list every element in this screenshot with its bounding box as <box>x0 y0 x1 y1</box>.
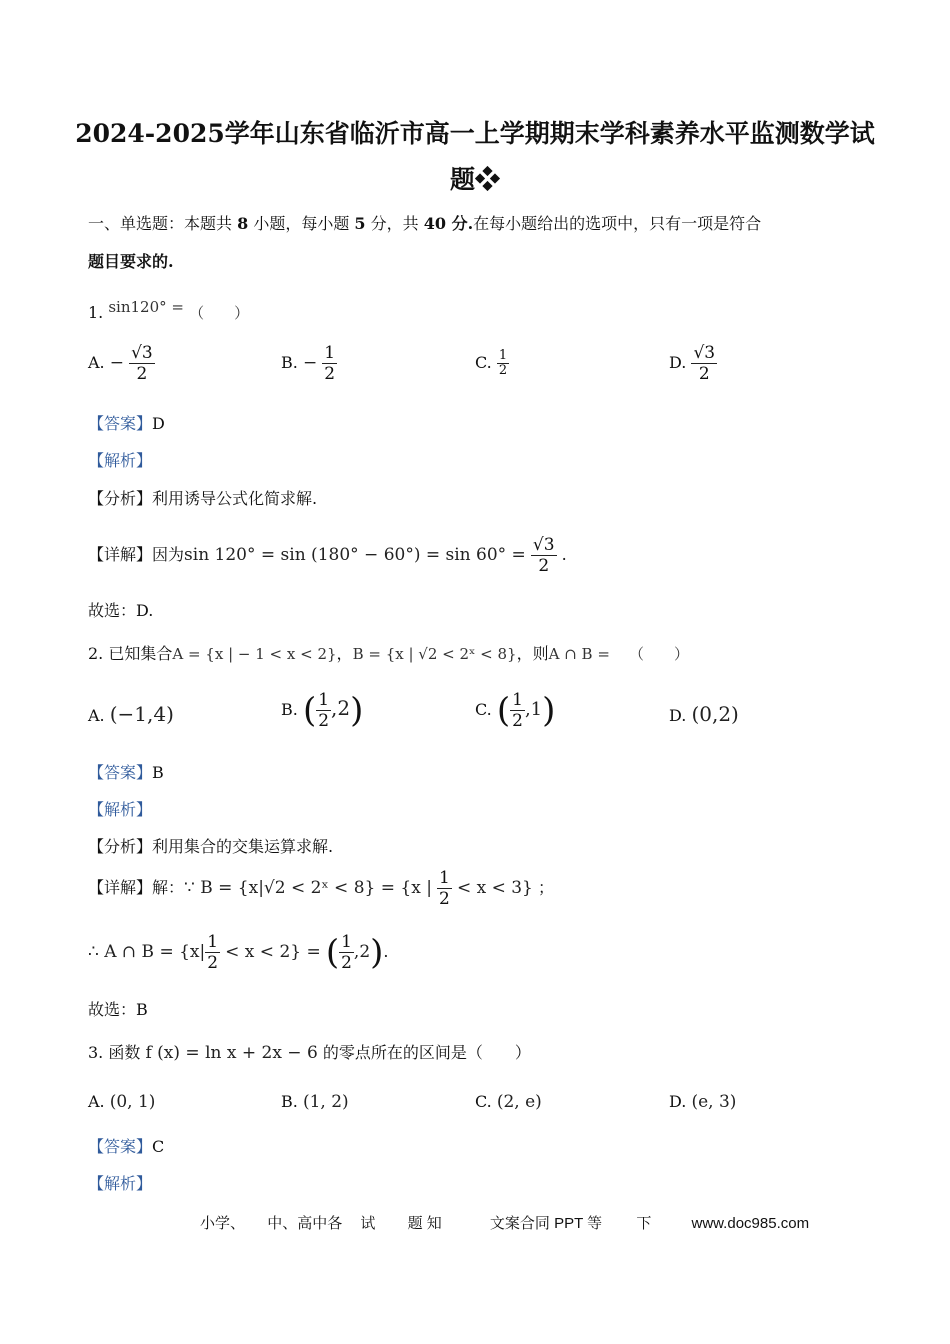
denominator: 2 <box>136 364 148 384</box>
numerator: √3 <box>693 343 716 363</box>
option-value: ,2 <box>331 696 351 720</box>
option-label: D. <box>669 353 687 372</box>
q1-answer <box>88 413 165 435</box>
option-value: (2, e) <box>496 1092 542 1112</box>
option-value: (−1,4) <box>109 702 174 726</box>
option-label: D. <box>669 1092 687 1111</box>
right-paren: ) <box>542 690 556 731</box>
section-header <box>88 213 761 235</box>
answer-label: 【答案】 <box>88 763 153 782</box>
period: . <box>561 545 567 564</box>
answer-blank: （ ） <box>189 304 250 322</box>
detail-text: 因为 <box>152 545 185 564</box>
numerator: 1 <box>207 932 219 952</box>
q2-analysis-label: 【解析】 <box>88 800 153 819</box>
set-b-expression: B = {x | √2 < 2ˣ < 8} <box>352 645 517 663</box>
section-text: 一、单选题：本题共 <box>88 214 238 233</box>
intersection-expression: A ∩ B = <box>548 645 610 663</box>
semicolon: ； <box>537 878 554 897</box>
function-expression: f (x) = ln x + 2x − 6 <box>145 1043 318 1063</box>
left-paren: ( <box>325 932 340 973</box>
q2-option-b <box>281 690 363 731</box>
section-count: 8 <box>237 214 249 233</box>
q3-option-d <box>669 1092 736 1112</box>
right-paren: ) <box>350 690 364 731</box>
option-label: B. <box>281 353 298 372</box>
detail-expression: ∵ B = {x|√2 < 2ˣ < 8} = {x | <box>184 878 432 898</box>
fraction <box>531 535 557 576</box>
q3-option-a <box>88 1092 155 1112</box>
minus-sign: − <box>302 353 318 373</box>
answer-label: 【答案】 <box>88 1137 153 1156</box>
denominator: 2 <box>498 363 508 378</box>
footer-text: 下 <box>636 1215 652 1232</box>
footer-text: 试 <box>360 1215 376 1232</box>
q1-option-a <box>88 343 155 384</box>
footer-text: 小学、 <box>200 1215 246 1232</box>
left-paren: ( <box>496 690 511 731</box>
question-number: 2. <box>88 644 104 663</box>
q3-analysis-label: 【解析】 <box>88 1174 153 1193</box>
numerator: 1 <box>498 348 508 363</box>
fraction <box>510 690 525 731</box>
numerator: √3 <box>532 535 555 555</box>
q1-detail <box>88 533 567 577</box>
denominator: 2 <box>324 364 336 384</box>
denominator: 2 <box>538 556 550 576</box>
doc-title-line1: 2024-2025学年山东省临沂市高一上学期期末学科素养水平监测数学试 <box>75 119 875 148</box>
q2-option-d <box>669 702 739 726</box>
right-paren: ) <box>370 932 384 973</box>
section-points: 5 <box>354 214 366 233</box>
section-header-line2: 题目要求的. <box>88 252 174 271</box>
q1-option-b <box>281 343 337 384</box>
doc-title-line2: 题❖ <box>449 165 500 194</box>
section-total: 40 <box>423 214 447 233</box>
question-text: 已知集合 <box>108 644 173 663</box>
fraction <box>691 343 717 384</box>
q3-option-b <box>281 1092 349 1112</box>
option-label: A. <box>88 353 105 372</box>
option-value: (0, 1) <box>109 1092 156 1112</box>
detail-expression: sin 120° = sin (180° − 60°) = sin 60° = <box>184 545 526 565</box>
answer-label: 【答案】 <box>88 414 153 433</box>
denominator: 2 <box>439 889 450 909</box>
fraction <box>129 343 155 384</box>
option-value: (1, 2) <box>302 1092 349 1112</box>
denominator: 2 <box>512 711 523 731</box>
denominator: 2 <box>341 953 352 973</box>
fenxi-text: 利用集合的交集运算求解. <box>152 837 334 856</box>
fenxi-label: 【分析】 <box>88 489 153 508</box>
option-label: D. <box>669 706 687 725</box>
q2-choose: 故选：B <box>88 1000 148 1019</box>
detail-expression: < x < 3} <box>456 878 533 898</box>
question-text: 的零点所在的区间是（ ） <box>322 1043 531 1062</box>
fraction <box>322 343 337 384</box>
minus-sign: − <box>109 353 124 373</box>
q1-analysis-label: 【解析】 <box>88 451 153 470</box>
set-a-expression: A = {x | − 1 < x < 2} <box>172 645 337 663</box>
footer-text: 中、高中各 <box>267 1215 343 1232</box>
option-value: (e, 3) <box>691 1092 737 1112</box>
period: . <box>383 942 389 961</box>
fenxi-label: 【分析】 <box>88 837 153 856</box>
numerator: 1 <box>439 868 450 888</box>
numerator: 1 <box>318 690 330 710</box>
q1-choose: 故选：D. <box>88 601 154 620</box>
option-label: C. <box>475 1092 492 1111</box>
question-text: ，则 <box>516 644 549 663</box>
q2-detail-line2 <box>88 928 389 976</box>
question-text: 函数 <box>108 1043 141 1062</box>
comma: ， <box>336 644 353 663</box>
section-text: 分. <box>446 214 474 233</box>
answer-value: D <box>152 414 165 433</box>
fraction <box>316 690 331 731</box>
section-text: 小题，每小题 <box>248 214 355 233</box>
footer-link[interactable]: www.doc985.com <box>691 1215 810 1232</box>
question-2 <box>88 643 689 665</box>
option-value: (0,2) <box>691 702 739 726</box>
fraction <box>437 868 452 909</box>
q1-fenxi <box>88 488 317 510</box>
q2-option-c <box>475 690 555 731</box>
numerator: 1 <box>341 932 352 952</box>
answer-blank: （ ） <box>629 645 690 663</box>
numerator: √3 <box>131 343 153 363</box>
footer-text: 文案合同 PPT 等 <box>489 1215 603 1232</box>
section-text: 分，共 <box>365 214 424 233</box>
numerator: 1 <box>324 343 336 363</box>
q2-detail <box>88 866 554 910</box>
q1-option-c <box>475 349 509 378</box>
section-text: 在每小题给出的选项中，只有一项是符合 <box>473 214 762 233</box>
q2-option-a <box>88 702 174 726</box>
denominator: 2 <box>698 364 710 384</box>
answer-value: C <box>152 1137 165 1156</box>
question-number: 3. <box>88 1043 104 1062</box>
detail-expression: ∴ A ∩ B = {x| <box>88 942 206 962</box>
fraction <box>497 349 509 378</box>
question-expression: sin120° = <box>108 298 184 316</box>
q2-answer <box>88 762 164 784</box>
detail-expression: ,2 <box>353 942 371 962</box>
fraction <box>205 932 220 973</box>
denominator: 2 <box>318 711 330 731</box>
q2-fenxi <box>88 836 333 858</box>
option-label: B. <box>281 700 298 719</box>
option-label: C. <box>475 353 492 372</box>
question-number: 1. <box>88 303 104 322</box>
option-value: ,1 <box>524 699 543 720</box>
option-label: A. <box>88 1092 105 1111</box>
answer-value: B <box>152 763 164 782</box>
detail-label: 【详解】 <box>88 545 153 564</box>
footer-text: 题 知 <box>407 1215 442 1232</box>
q3-option-c <box>475 1092 542 1112</box>
detail-label: 【详解】 <box>88 878 153 897</box>
q1-option-d <box>669 343 717 384</box>
question-3 <box>88 1042 531 1064</box>
left-paren: ( <box>302 690 317 731</box>
detail-expression: < x < 2} = <box>225 942 321 962</box>
fraction <box>339 932 354 973</box>
page-footer <box>200 1212 809 1233</box>
option-label: C. <box>475 700 492 719</box>
fenxi-text: 利用诱导公式化简求解. <box>152 489 318 508</box>
option-label: B. <box>281 1092 298 1111</box>
denominator: 2 <box>207 953 219 973</box>
detail-text: 解： <box>152 878 185 897</box>
question-1 <box>88 296 249 324</box>
q3-answer <box>88 1136 164 1158</box>
option-label: A. <box>88 706 105 725</box>
numerator: 1 <box>512 690 523 710</box>
